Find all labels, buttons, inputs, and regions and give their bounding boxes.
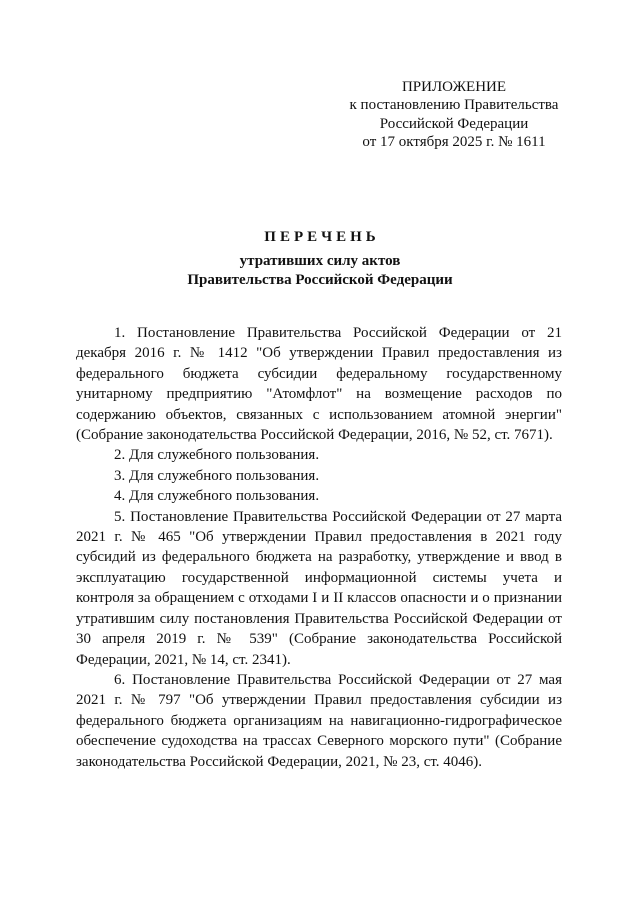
document-title: ПЕРЕЧЕНЬ: [264, 229, 380, 245]
subtitle-line-1: утративших силу актов: [239, 253, 401, 269]
document-subtitle: [0, 252, 640, 289]
subtitle-line-2: Правительства Российской Федерации: [187, 271, 453, 288]
list-item: 3. Для служебного пользования.: [114, 467, 320, 484]
appendix-date-number: от 17 октября 2025 г. № 1611: [362, 134, 546, 151]
list-item: 2. Для служебного пользования.: [114, 447, 320, 464]
list-item: 4. Для служебного пользования.: [114, 488, 320, 505]
appendix-authority: Российской Федерации: [379, 115, 529, 132]
document-body: [76, 323, 562, 772]
list-item: 1. Постановление Правительства Российской Федерации от 21 декабря 2016 г. № 1412 "Об утверждении Правил предоставления из федерального бюджета субсидии федеральному государственному унитарному предприятию "Атомфлот" на возмещение расходов по содержанию объектов, связанных с использованием атомной энергии" (Собрание законодательства Российской Федерации, 2016, № 52, ст. 7671).: [76, 325, 562, 444]
appendix-header: [330, 78, 578, 152]
list-item: 5. Постановление Правительства Российской Федерации от 27 марта 2021 г. № 465 "Об утверждении Правил предоставления в 2021 году субсидий из федерального бюджета на разработку, утверждение и ввод в эксплуатацию государственной информационной системы учета и контроля за обращением с отходами I и II классов опасности и о признании утратившим силу постановления Правительства Российской Федерации от 30 апреля 2019 г. № 539" (Собрание законодательства Российской Федерации, 2021, № 14, ст. 2341).: [76, 508, 562, 668]
title-block: [0, 227, 640, 289]
list-item: 6. Постановление Правительства Российской Федерации от 27 мая 2021 г. № 797 "Об утверждении Правил предоставления субсидии из федерального бюджета организациям на навигационно-гидрографическое обеспечение судоходства на трассах Северного морского пути" (Собрание законодательства Российской Федерации, 2021, № 23, ст. 4046).: [76, 671, 562, 770]
appendix-label: ПРИЛОЖЕНИЕ: [401, 79, 507, 95]
appendix-reference: к постановлению Правительства: [349, 97, 559, 114]
